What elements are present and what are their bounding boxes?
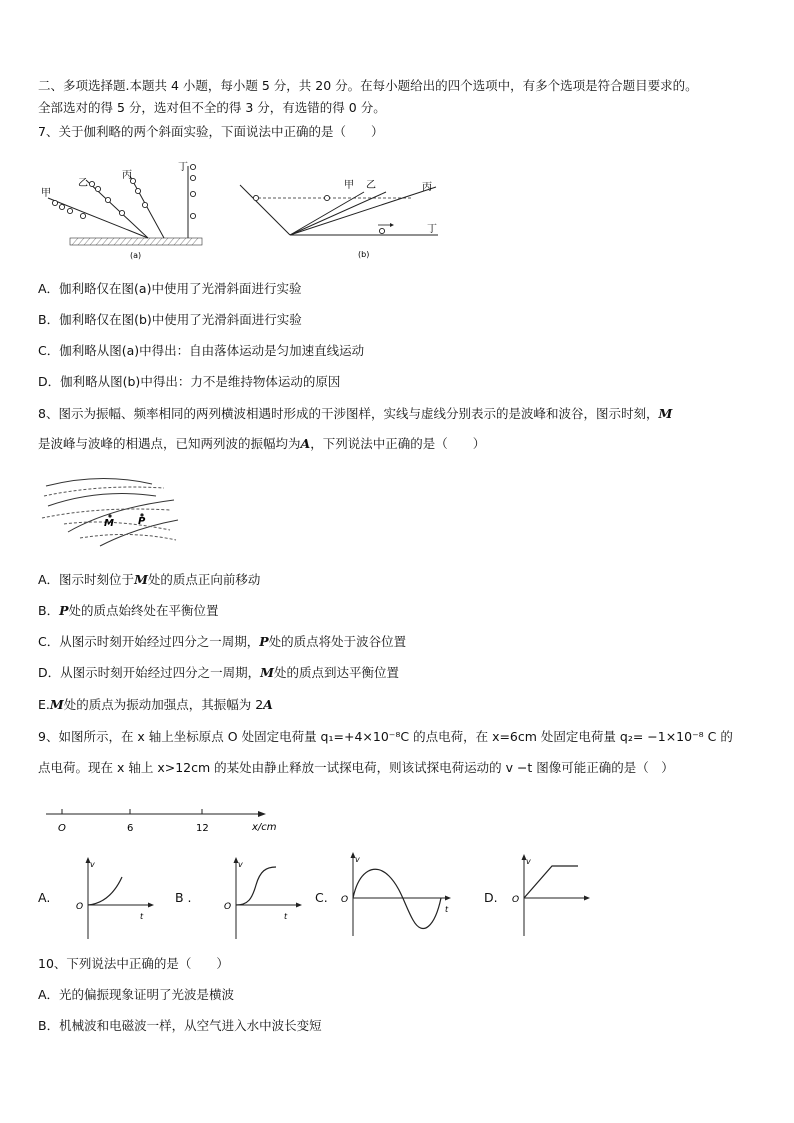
q7-option-a: A．伽利略仅在图(a)中使用了光滑斜面进行实验 bbox=[38, 281, 302, 296]
graph-a-v: v bbox=[90, 860, 95, 869]
q9-axis-tick-12: 12 bbox=[196, 823, 209, 834]
q8-interference-figure bbox=[40, 470, 180, 550]
q9-graph-c bbox=[335, 850, 460, 940]
q8-stem-line-1: 8、图示为振幅、频率相同的两列横波相遇时形成的干涉图样，实线与虚线分别表示的是波峰和波谷，图示时刻，M bbox=[38, 406, 673, 421]
q9-stem-line-2: 点电荷。现在 x 轴上 x>12cm 的某处由静止释放一试探电荷，则该试探电荷运动的 v −t 图像可能正确的是（ ） bbox=[38, 760, 674, 775]
q8-option-c: C．从图示时刻开始经过四分之一周期，P处的质点将处于波谷位置 bbox=[38, 634, 407, 649]
q7-option-b: B．伽利略仅在图(b)中使用了光滑斜面进行实验 bbox=[38, 312, 302, 327]
graph-b-o: O bbox=[224, 902, 232, 912]
fig-a-label-jia: 甲 bbox=[41, 188, 51, 199]
q9-stem-line-1: 9、如图所示，在 x 轴上坐标原点 O 处固定电荷量 q₁=+4×10⁻⁸C 的点电荷，在 x=6cm 处固定电荷量 q₂= −1×10⁻⁸ C 的 bbox=[38, 729, 733, 744]
q9-option-d-label: D. bbox=[484, 890, 498, 905]
graph-b-v: v bbox=[238, 860, 243, 869]
fig-b-label-bing: 丙 bbox=[422, 182, 432, 193]
graph-c-v: v bbox=[355, 855, 360, 864]
fig-b-caption: (b) bbox=[358, 250, 370, 259]
q9-option-c-label: C. bbox=[315, 890, 328, 905]
q9-graph-d bbox=[506, 852, 596, 940]
fig-a-label-yi: 乙 bbox=[78, 178, 88, 189]
q8-label-p: P bbox=[138, 516, 146, 527]
q7-figure-b bbox=[236, 175, 446, 265]
q8-stem-line-2: 是波峰与波峰的相遇点，已知两列波的振幅均为A，下列说法中正确的是（ ） bbox=[38, 436, 486, 451]
q9-x-axis-figure bbox=[40, 800, 290, 840]
section-header-line-1: 二、多项选择题.本题共 4 小题，每小题 5 分，共 20 分。在每小题给出的四个选项中，有多个选项是符合题目要求的。 bbox=[38, 78, 698, 93]
fig-b-label-jia: 甲 bbox=[344, 180, 354, 191]
q7-option-d: D．伽利略从图(b)中得出：力不是维持物体运动的原因 bbox=[38, 374, 341, 389]
q9-graph-a bbox=[70, 855, 160, 943]
graph-a-o: O bbox=[76, 902, 84, 912]
graph-c-t: t bbox=[445, 905, 449, 914]
graph-d-v: v bbox=[526, 857, 531, 866]
q9-axis-unit: x/cm bbox=[252, 822, 277, 833]
q9-axis-origin: O bbox=[58, 823, 66, 834]
fig-a-label-ding: 丁 bbox=[178, 162, 188, 173]
section-header-line-2: 全部选对的得 5 分，选对但不全的得 3 分，有选错的得 0 分。 bbox=[38, 100, 386, 115]
q7-stem: 7、关于伽利略的两个斜面实验，下面说法中正确的是（ ） bbox=[38, 124, 384, 139]
fig-a-caption: (a) bbox=[130, 251, 142, 260]
graph-d-o: O bbox=[512, 895, 520, 905]
fig-a-label-bing: 丙 bbox=[122, 170, 132, 181]
q8-option-b: B．P处的质点始终处在平衡位置 bbox=[38, 603, 219, 618]
q9-graph-b bbox=[218, 855, 308, 943]
graph-b-t: t bbox=[284, 912, 288, 921]
q8-option-d: D．从图示时刻开始经过四分之一周期，M处的质点到达平衡位置 bbox=[38, 665, 399, 680]
fig-b-label-ding: 丁 bbox=[427, 224, 437, 235]
q7-figure-a bbox=[38, 158, 218, 263]
q8-option-a: A．图示时刻位于M处的质点正向前移动 bbox=[38, 572, 261, 587]
q9-option-b-label: B . bbox=[175, 890, 192, 905]
q10-option-a: A．光的偏振现象证明了光波是横波 bbox=[38, 987, 235, 1002]
q9-axis-tick-6: 6 bbox=[127, 823, 134, 834]
q10-stem: 10、下列说法中正确的是（ ） bbox=[38, 956, 229, 971]
q8-label-m: M bbox=[104, 518, 114, 529]
q9-option-a-label: A. bbox=[38, 890, 51, 905]
fig-b-label-yi: 乙 bbox=[366, 180, 376, 191]
q10-option-b: B．机械波和电磁波一样，从空气进入水中波长变短 bbox=[38, 1018, 322, 1033]
graph-c-o: O bbox=[341, 895, 349, 905]
graph-a-t: t bbox=[140, 912, 144, 921]
q7-option-c: C．伽利略从图(a)中得出：自由落体运动是匀加速直线运动 bbox=[38, 343, 365, 358]
q8-option-e: E.M处的质点为振动加强点，其振幅为 2A bbox=[38, 697, 273, 712]
